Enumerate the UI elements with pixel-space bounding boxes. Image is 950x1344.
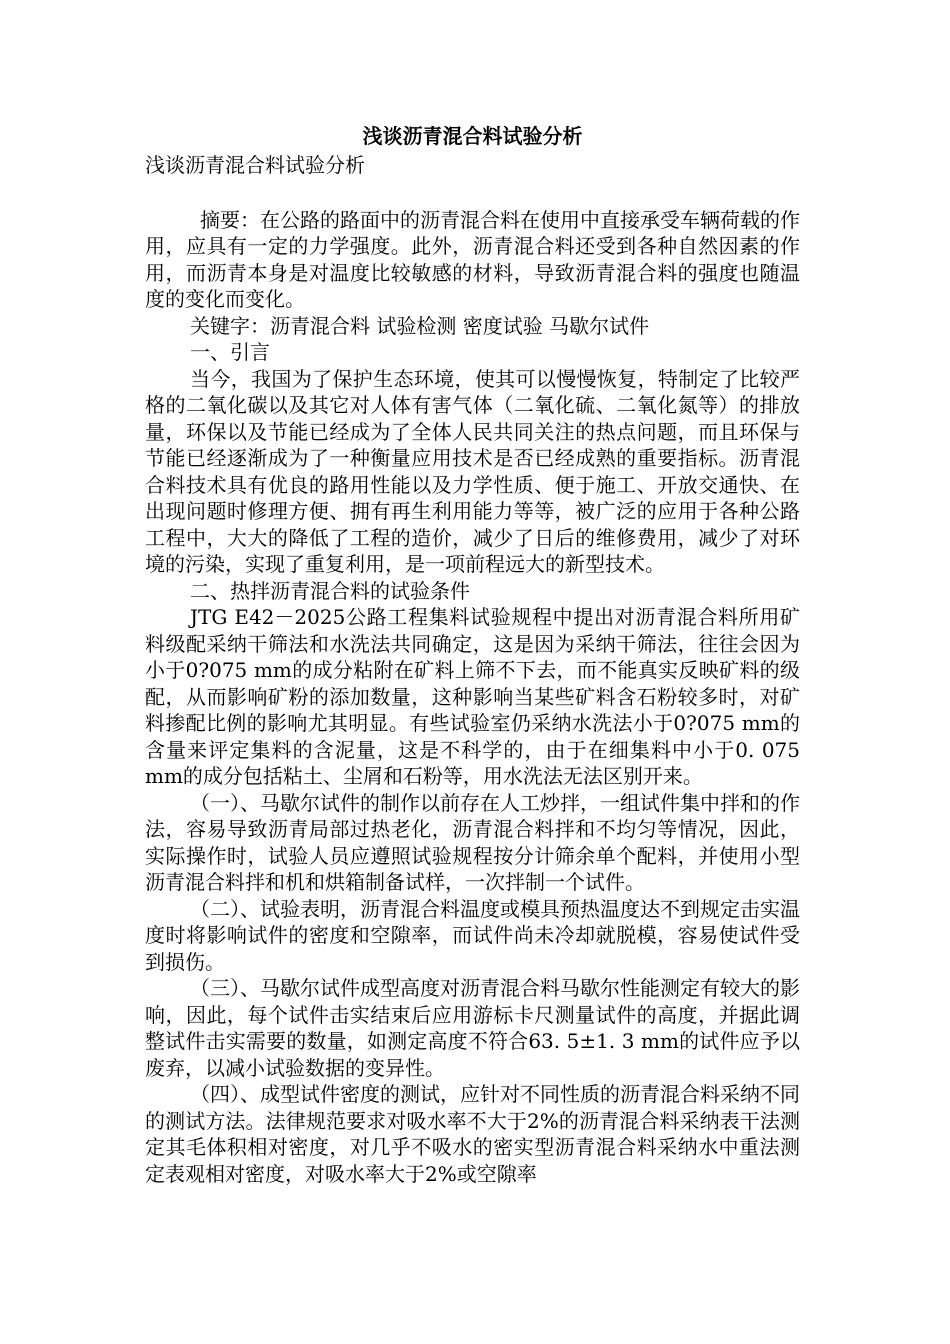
list-item-4: （四）、成型试件密度的测试，应针对不同性质的沥青混合料采纳不同的测试方法。法律规范要求对吸水率不大于2%的沥青混合料采纳表干法测定其毛体积相对密度，对几乎不吸水的密实型沥青混合料采纳水中重法测定表观相对密度，对吸水率大于2%或空隙率 (145, 1082, 800, 1186)
section-heading-introduction: 一、引言 (190, 340, 270, 364)
section-heading-test-conditions: 二、热拌沥青混合料的试验条件 (190, 578, 470, 603)
test-conditions-paragraph: JTG E42－2025公路工程集料试验规程中提出对沥青混合料所用矿料级配采纳干筛法和水洗法共同确定，这是因为采纳干筛法，往往会因为小于0?075 mm的成分粘附在矿料上筛不下去，而不能真实反映矿料的级配，从而影响矿粉的添加数量，这种影响当某些矿料含石粉较多时，对矿料掺配比例的影响尤其明显。有些试验室仍采纳水洗法小于0?075 mm的含量来评定集料的含泥量，这是不科学的，由于在细集料中小于0. 075 mm的成分包括粘土、尘屑和石粉等，用水洗法无法区别开来。 (145, 605, 800, 788)
document-subtitle: 浅谈沥青混合料试验分析 (145, 153, 365, 177)
list-item-3: （三）、马歇尔试件成型高度对沥青混合料马歇尔性能测定有较大的影响，因此，每个试件击实结束后应用游标卡尺测量试件的高度，并据此调整试件击实需要的数量，如测定高度不符合63. 5±1. 3 mm的试件应予以废弃，以减小试验数据的变异性。 (145, 976, 800, 1080)
keywords-line: 关键字：沥青混合料 试验检测 密度试验 马歇尔试件 (190, 313, 650, 338)
list-item-2: （二）、试验表明，沥青混合料温度或模具预热温度达不到规定击实温度时将影响试件的密度和空隙率，而试件尚未冷却就脱模，容易使试件受到损伤。 (145, 896, 800, 974)
document-page (145, 120, 800, 1187)
list-item-1: （一）、马歇尔试件的制作以前存在人工炒拌，一组试件集中拌和的作法，容易导致沥青局部过热老化，沥青混合料拌和不均匀等情况，因此，实际操作时，试验人员应遵照试验规程按分计筛余单个配料，并使用小型沥青混合料拌和机和烘箱制备试样，一次拌制一个试件。 (145, 790, 800, 894)
abstract-paragraph: 摘要：在公路的路面中的沥青混合料在使用中直接承受车辆荷载的作用，应具有一定的力学强度。此外，沥青混合料还受到各种自然因素的作用，而沥青本身是对温度比较敏感的材料，导致沥青混合料的强度也随温度的变化而变化。 (145, 207, 800, 311)
introduction-paragraph: 当今，我国为了保护生态环境，使其可以慢慢恢复，特制定了比较严格的二氧化碳以及其它对人体有害气体（二氧化硫、二氧化氮等）的排放量，环保以及节能已经成为了全体人民共同关注的热点问题，而且环保与节能已经逐渐成为了一种衡量应用技术是否已经成熟的重要指标。沥青混合料技术具有优良的路用性能以及力学性质、便于施工、开放交通快、在出现问题时修理方便、拥有再生利用能力等等，被广泛的应用于各种公路工程中，大大的降低了工程的造价，减少了日后的维修费用，减少了对环境的污染，实现了重复利用，是一项前程远大的新型技术。 (145, 366, 800, 576)
document-title: 浅谈沥青混合料试验分析 (362, 124, 583, 148)
